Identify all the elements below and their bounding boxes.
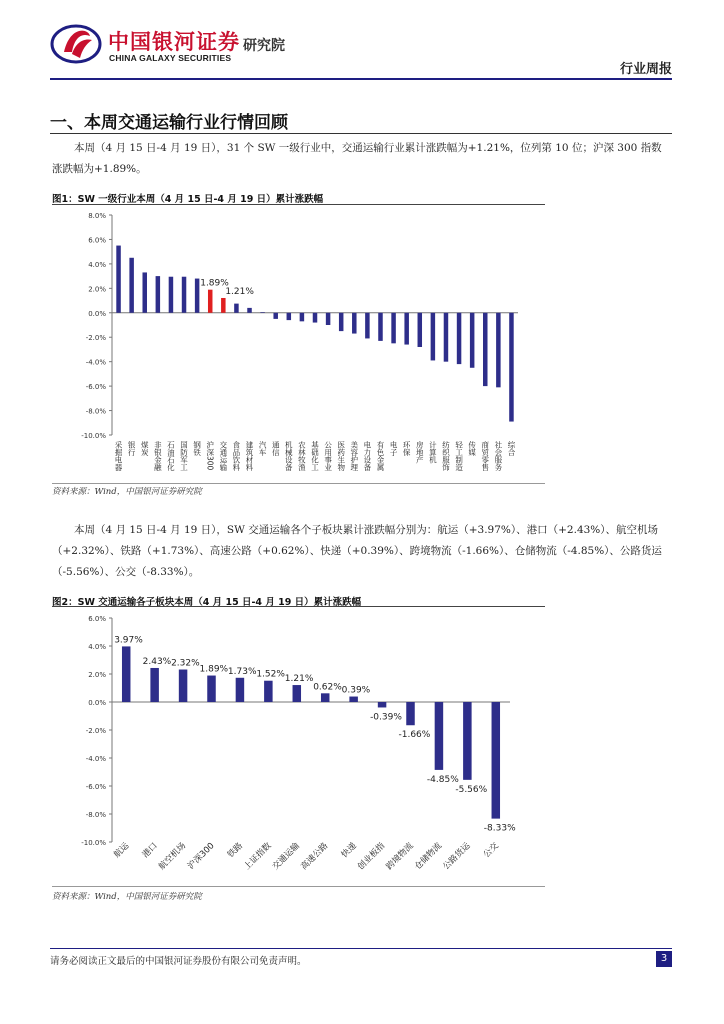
data-label: 2.43% <box>142 656 172 667</box>
bar <box>221 298 226 313</box>
x-tick-label: 电力设备 <box>362 441 372 471</box>
x-tick-label: 仓储物流 <box>412 841 445 873</box>
bar <box>287 313 292 320</box>
bar <box>264 681 273 702</box>
y-tick-label: 0.0% <box>88 699 106 707</box>
x-tick-label: 国防军工 <box>179 441 189 471</box>
data-label: 1.52% <box>256 669 285 680</box>
header-rule <box>50 78 672 80</box>
x-tick-label: 交通运输 <box>270 841 302 873</box>
x-tick-label: 公用事业 <box>323 441 333 471</box>
x-tick-label: 公交 <box>481 841 501 861</box>
bar <box>349 697 358 702</box>
bar <box>321 693 330 702</box>
section-rule <box>50 133 672 134</box>
bar <box>483 313 488 386</box>
x-tick-label: 商贸零售 <box>480 441 490 471</box>
figure2-title: 图2：SW 交通运输各子板块本周（4 月 15 日-4 月 19 日）累计涨跌幅 <box>52 597 362 608</box>
x-tick-label: 银行 <box>127 441 137 456</box>
x-tick-label: 煤炭 <box>140 441 150 456</box>
x-tick-label: 美容护理 <box>349 441 359 471</box>
figure2-bottom-rule <box>52 886 545 887</box>
y-tick-label: -8.0% <box>85 811 106 819</box>
bar <box>352 313 357 334</box>
x-tick-label: 上证指数 <box>242 841 274 873</box>
y-tick-label: -10.0% <box>81 432 106 440</box>
x-tick-label: 航运 <box>112 841 132 861</box>
data-label: -8.33% <box>483 823 516 834</box>
x-tick-label: 交通运输 <box>218 441 228 471</box>
bar <box>234 304 239 313</box>
bar <box>339 313 344 331</box>
x-tick-label: 房地产 <box>415 441 425 464</box>
figure2-rule <box>52 606 545 607</box>
data-label: -1.66% <box>398 730 431 741</box>
data-label: 1.89% <box>200 278 229 289</box>
bar <box>391 313 396 344</box>
x-tick-label: 综合 <box>506 441 516 456</box>
bar <box>378 313 383 341</box>
bar <box>129 258 134 313</box>
paragraph-subsector-summary: 本周（4 月 15 日-4 月 19 日），SW 交通运输各个子板块累计涨跌幅分别为：航运（+3.97%）、港口（+2.43%）、航空机场（+2.32%）、铁路（+1.73%）、高速公路（+0.62%）、快递（+0.39%）、跨境物流（-1.66%）、仓储物流（-4.85%）、公路货运（-5.56%）、公交（-8.33%）。 <box>52 524 662 578</box>
x-tick-label: 创业板指 <box>356 841 388 873</box>
page-header <box>0 0 724 82</box>
bar <box>122 646 131 702</box>
bar <box>273 313 278 319</box>
bar <box>492 702 501 819</box>
galaxy-logo-icon <box>50 22 102 66</box>
data-label: 2.32% <box>171 658 200 669</box>
paragraph-industry-summary: 本周（4 月 15 日-4 月 19 日），31 个 SW 一级行业中，交通运输行业累计涨跌幅为+1.21%，位列第 10 位；沪深 300 指数涨跌幅为+1.89%。 <box>52 142 662 175</box>
bar <box>418 313 423 347</box>
figure1-rule <box>52 204 545 205</box>
y-tick-label: -2.0% <box>85 334 106 343</box>
x-tick-label: 通信 <box>271 441 281 456</box>
bar <box>195 279 200 313</box>
x-tick-label: 快递 <box>339 841 359 861</box>
page-number: 3 <box>656 951 672 967</box>
figure1-title: 图1：SW 一级行业本周（4 月 15 日-4 月 19 日）累计涨跌幅 <box>52 194 324 205</box>
report-type: 行业周报 <box>619 62 672 77</box>
x-tick-label: 沪深300 <box>186 841 217 872</box>
data-label: -5.56% <box>455 784 488 795</box>
figure1-source: 资料来源：Wind，中国银河证券研究院 <box>52 487 202 497</box>
bar <box>378 702 387 707</box>
data-label: -0.39% <box>370 712 402 723</box>
bar <box>156 276 161 313</box>
bar <box>169 277 174 313</box>
bar <box>179 670 188 702</box>
x-tick-label: 公路货运 <box>441 841 473 873</box>
x-tick-label: 建筑材料 <box>245 441 255 471</box>
x-tick-label: 跨境物流 <box>384 841 416 873</box>
sw-industry-bar-chart <box>50 207 550 482</box>
data-label: 1.21% <box>225 286 254 297</box>
x-tick-label: 石油石化 <box>166 441 176 471</box>
bar <box>365 313 370 339</box>
data-label: 1.73% <box>227 666 257 677</box>
y-tick-label: 6.0% <box>88 615 106 623</box>
bar <box>404 313 409 345</box>
x-tick-label: 有色金属 <box>375 441 385 471</box>
bar <box>313 313 318 323</box>
brand-chinese-name: 中国银河证券 <box>108 30 240 54</box>
y-tick-label: -2.0% <box>85 727 106 735</box>
data-label: 3.97% <box>114 635 143 646</box>
y-tick-label: -8.0% <box>85 407 106 416</box>
x-tick-label: 高速公路 <box>299 841 331 873</box>
x-tick-label: 农林牧渔 <box>297 441 307 471</box>
y-tick-label: 8.0% <box>88 212 106 220</box>
x-tick-label: 航空机场 <box>157 841 189 873</box>
figure2-source: 资料来源：Wind，中国银河证券研究院 <box>52 892 202 902</box>
bar <box>300 313 305 322</box>
y-tick-label: 6.0% <box>88 236 106 245</box>
y-tick-label: 0.0% <box>88 309 106 318</box>
bar <box>457 313 462 364</box>
bar <box>207 676 216 702</box>
footer-disclaimer: 请务必阅读正文最后的中国银河证券股份有限公司免责声明。 <box>50 956 307 967</box>
x-tick-label: 社会服务 <box>493 441 503 471</box>
bar <box>444 313 449 362</box>
bar <box>182 277 187 313</box>
data-label: -4.85% <box>426 774 459 785</box>
x-tick-label: 采掘电器 <box>114 441 124 471</box>
bar <box>406 702 415 725</box>
x-tick-label: 沪深300 <box>205 441 215 471</box>
y-tick-label: -4.0% <box>85 755 106 763</box>
y-tick-label: -6.0% <box>85 383 106 392</box>
y-tick-label: -10.0% <box>81 839 106 847</box>
bar <box>496 313 501 388</box>
section-title: 一、本周交通运输行业行情回顾 <box>50 113 288 133</box>
figure1-bottom-rule <box>52 483 545 484</box>
bar <box>247 308 252 313</box>
bar <box>293 685 302 702</box>
y-tick-label: 4.0% <box>88 260 106 269</box>
x-tick-label: 轻工制造 <box>454 441 464 471</box>
bar <box>116 246 121 313</box>
x-tick-label: 港口 <box>140 841 160 861</box>
y-tick-label: 4.0% <box>88 643 106 651</box>
x-tick-label: 汽车 <box>258 441 268 456</box>
bar <box>326 313 331 325</box>
y-tick-label: 2.0% <box>88 671 106 679</box>
x-tick-label: 电子 <box>389 441 399 456</box>
footer-rule <box>50 948 672 949</box>
x-tick-label: 医药生物 <box>336 441 346 471</box>
bar <box>142 272 147 312</box>
data-label: 0.39% <box>341 685 371 696</box>
y-tick-label: 2.0% <box>88 285 106 294</box>
bar <box>435 702 444 770</box>
x-tick-label: 环保 <box>402 441 412 456</box>
brand-institute: 研究院 <box>243 38 285 54</box>
data-label: 0.62% <box>313 682 342 693</box>
bar <box>470 313 475 368</box>
x-tick-label: 机械设备 <box>284 441 294 471</box>
brand-english-name: CHINA GALAXY SECURITIES <box>109 53 232 63</box>
x-tick-label: 铁路 <box>225 841 246 861</box>
bar <box>208 290 213 313</box>
x-tick-label: 基础化工 <box>310 441 320 471</box>
x-tick-label: 传媒 <box>467 441 477 456</box>
data-label: 1.21% <box>284 674 314 685</box>
x-tick-label: 钢铁 <box>192 441 202 456</box>
y-tick-label: -4.0% <box>85 358 106 367</box>
y-tick-label: -6.0% <box>85 783 106 791</box>
bar <box>260 312 265 313</box>
x-tick-label: 纺织服饰 <box>441 441 451 471</box>
bar <box>431 313 436 361</box>
bar <box>463 702 472 780</box>
x-tick-label: 非银金融 <box>153 441 163 471</box>
transport-subsector-bar-chart <box>50 610 550 885</box>
bar <box>150 668 159 702</box>
data-label: 1.89% <box>199 664 229 675</box>
x-tick-label: 计算机 <box>428 441 438 464</box>
x-tick-label: 食品饮料 <box>231 441 241 471</box>
bar <box>509 313 514 422</box>
bar <box>236 678 245 702</box>
